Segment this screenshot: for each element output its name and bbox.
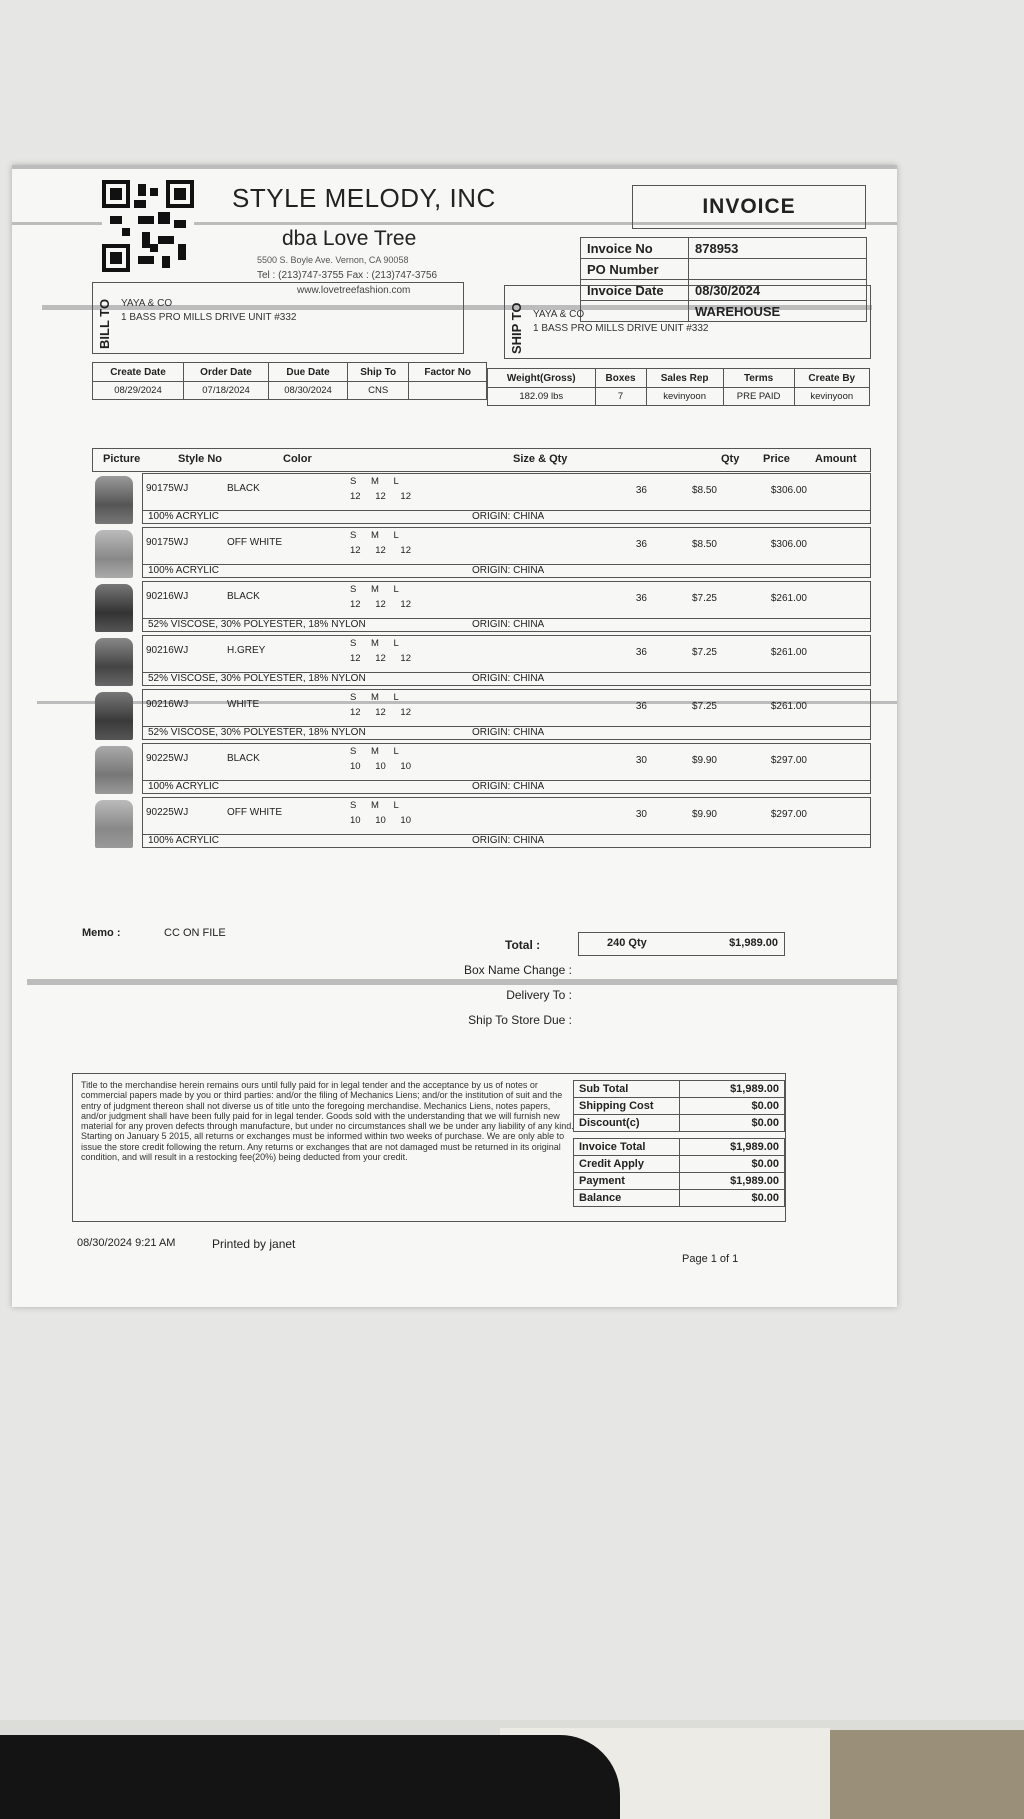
size-qty-header: Size & Qty bbox=[513, 453, 568, 465]
total-amount: $1,989.00 bbox=[729, 937, 778, 949]
item-price: $7.25 bbox=[691, 701, 717, 712]
due-date-header: Due Date bbox=[269, 363, 348, 382]
order-date-header: Order Date bbox=[183, 363, 268, 382]
bill-to-address: 1 BASS PRO MILLS DRIVE UNIT #332 bbox=[121, 312, 297, 323]
item-fabric: 100% ACRYLIC bbox=[148, 511, 219, 522]
create-by-header: Create By bbox=[794, 369, 869, 388]
order-info-left bbox=[92, 362, 487, 400]
item-size-qty: 12 12 12 bbox=[350, 707, 411, 718]
due-date-value: 08/30/2024 bbox=[269, 382, 348, 400]
credit-apply-label: Credit Apply bbox=[574, 1156, 680, 1173]
print-streak bbox=[12, 165, 897, 169]
invoice-date-label: Invoice Date bbox=[581, 280, 689, 301]
invoice-no-label: Invoice No bbox=[581, 238, 689, 259]
item-style: 90175WJ bbox=[146, 537, 189, 548]
item-sizes: S M L bbox=[350, 800, 399, 811]
printed-date: 08/30/2024 9:21 AM bbox=[77, 1237, 176, 1249]
bill-to-box bbox=[92, 282, 464, 354]
item-size-qty: 10 10 10 bbox=[350, 761, 411, 772]
item-origin: ORIGIN: CHINA bbox=[472, 673, 545, 684]
qr-code-icon bbox=[102, 180, 194, 272]
item-size-qty: 12 12 12 bbox=[350, 491, 411, 502]
item-price: $8.50 bbox=[691, 539, 717, 550]
product-thumbnail bbox=[95, 476, 133, 524]
ship-to-header: Ship To bbox=[347, 363, 408, 382]
ship-to-name: YAYA & CO bbox=[533, 309, 585, 320]
item-fabric: 52% VISCOSE, 30% POLYESTER, 18% NYLON bbox=[148, 673, 366, 684]
item-style: 90175WJ bbox=[146, 483, 189, 494]
shipping-value: $0.00 bbox=[680, 1098, 785, 1115]
item-fabric: 100% ACRYLIC bbox=[148, 781, 219, 792]
sales-rep-value: kevinyoon bbox=[646, 388, 723, 406]
balance-label: Balance bbox=[574, 1190, 680, 1207]
create-by-value: kevinyoon bbox=[794, 388, 869, 406]
list-item bbox=[92, 635, 869, 687]
item-qty: 36 bbox=[635, 701, 647, 712]
item-amount: $306.00 bbox=[770, 485, 807, 496]
style-header: Style No bbox=[178, 453, 223, 465]
payment-value: $1,989.00 bbox=[680, 1173, 785, 1190]
item-amount: $297.00 bbox=[770, 755, 807, 766]
invoice-date-value: 08/30/2024 bbox=[689, 280, 867, 301]
page-number: Page 1 of 1 bbox=[682, 1253, 739, 1265]
company-contact: Tel : (213)747-3755 Fax : (213)747-3756 bbox=[257, 270, 438, 281]
summary-table bbox=[573, 1080, 785, 1207]
floor bbox=[830, 1730, 1024, 1819]
weight-header: Weight(Gross) bbox=[488, 369, 596, 388]
list-item bbox=[92, 797, 869, 849]
item-color: OFF WHITE bbox=[227, 537, 282, 548]
item-price: $7.25 bbox=[691, 593, 717, 604]
invoice-total-value: $1,989.00 bbox=[680, 1139, 785, 1156]
terms-text: Title to the merchandise herein remains ours until fully paid for in legal tender and the acceptance by us of notes or commercial papers made by you or third parties: and/or the filing of Mechanics Liens; and/or the institution of suit and the entry of judgment thereon shall not diverse us of title unto the foregoing merchandise. Mechanics Liens, notes papers, and/or judgment shall have been fully paid for in legal tender. Goods sold with the understanding that we will furnish new material for any proven defects through manufacture, but under no circumstances shall we be under any liability of any kind. Starting on January 5 2015, all returns or exchanges must be informed within two weeks of purchase. We are only able to issue the store credit following the return. Any returns or exchanges that are not damaged must be returned in its original condition, and will result in a restocking fee(20%) being deducted from your credit. bbox=[81, 1080, 574, 1163]
item-color: H.GREY bbox=[227, 645, 266, 656]
item-fabric: 100% ACRYLIC bbox=[148, 835, 219, 846]
item-qty: 36 bbox=[635, 539, 647, 550]
item-sizes: S M L bbox=[350, 584, 399, 595]
item-sizes: S M L bbox=[350, 638, 399, 649]
item-style: 90216WJ bbox=[146, 591, 189, 602]
item-origin: ORIGIN: CHINA bbox=[472, 565, 545, 576]
list-item bbox=[92, 527, 869, 579]
ship-to-label: SHIP TO bbox=[509, 302, 524, 354]
invoice-no-value: 878953 bbox=[689, 238, 867, 259]
order-date-value: 07/18/2024 bbox=[183, 382, 268, 400]
qty-header: Qty bbox=[721, 453, 740, 465]
item-amount: $261.00 bbox=[770, 701, 807, 712]
company-address: 5500 S. Boyle Ave. Vernon, CA 90058 bbox=[257, 255, 409, 265]
create-date-value: 08/29/2024 bbox=[93, 382, 184, 400]
item-size-qty: 10 10 10 bbox=[350, 815, 411, 826]
item-style: 90216WJ bbox=[146, 699, 189, 710]
company-dba: dba Love Tree bbox=[282, 227, 417, 250]
invoice-title-box bbox=[632, 185, 866, 229]
invoice-title: INVOICE bbox=[702, 195, 796, 218]
credit-apply-value: $0.00 bbox=[680, 1156, 785, 1173]
item-size-qty: 12 12 12 bbox=[350, 653, 411, 664]
item-color: BLACK bbox=[227, 753, 260, 764]
total-box bbox=[578, 932, 785, 956]
list-item bbox=[92, 473, 869, 525]
item-color: BLACK bbox=[227, 591, 260, 602]
item-origin: ORIGIN: CHINA bbox=[472, 511, 545, 522]
company-website: www.lovetreefashion.com bbox=[297, 285, 411, 296]
item-style: 90216WJ bbox=[146, 645, 189, 656]
item-sizes: S M L bbox=[350, 476, 399, 487]
list-item bbox=[92, 743, 869, 795]
item-amount: $261.00 bbox=[770, 647, 807, 658]
balance-value: $0.00 bbox=[680, 1190, 785, 1207]
terms-box bbox=[72, 1073, 786, 1222]
product-thumbnail bbox=[95, 692, 133, 740]
subtotal-value: $1,989.00 bbox=[680, 1081, 785, 1098]
product-thumbnail bbox=[95, 530, 133, 578]
weight-value: 182.09 lbs bbox=[488, 388, 596, 406]
payment-label: Payment bbox=[574, 1173, 680, 1190]
item-origin: ORIGIN: CHINA bbox=[472, 835, 545, 846]
item-qty: 30 bbox=[635, 755, 647, 766]
subtotal-label: Sub Total bbox=[574, 1081, 680, 1098]
item-qty: 36 bbox=[635, 647, 647, 658]
sales-rep-header: Sales Rep bbox=[646, 369, 723, 388]
item-sizes: S M L bbox=[350, 530, 399, 541]
create-date-header: Create Date bbox=[93, 363, 184, 382]
item-fabric: 52% VISCOSE, 30% POLYESTER, 18% NYLON bbox=[148, 727, 366, 738]
item-size-qty: 12 12 12 bbox=[350, 545, 411, 556]
item-origin: ORIGIN: CHINA bbox=[472, 781, 545, 792]
amount-header: Amount bbox=[815, 453, 857, 465]
item-origin: ORIGIN: CHINA bbox=[472, 727, 545, 738]
shipping-label: Shipping Cost bbox=[574, 1098, 680, 1115]
item-price: $9.90 bbox=[691, 809, 717, 820]
item-fabric: 52% VISCOSE, 30% POLYESTER, 18% NYLON bbox=[148, 619, 366, 630]
printed-by: Printed by janet bbox=[212, 1237, 296, 1251]
box-name-change: Box Name Change : bbox=[463, 963, 572, 977]
ship-to-value: CNS bbox=[347, 382, 408, 400]
po-number-label: PO Number bbox=[581, 259, 689, 280]
terms-header: Terms bbox=[723, 369, 794, 388]
bill-to-name: YAYA & CO bbox=[121, 298, 173, 309]
item-sizes: S M L bbox=[350, 692, 399, 703]
terms-value: PRE PAID bbox=[723, 388, 794, 406]
order-info-right bbox=[487, 368, 870, 406]
discount-label: Discount(c) bbox=[574, 1115, 680, 1132]
boxes-header: Boxes bbox=[595, 369, 646, 388]
item-amount: $261.00 bbox=[770, 593, 807, 604]
product-thumbnail bbox=[95, 638, 133, 686]
item-qty: 30 bbox=[635, 809, 647, 820]
item-color: WHITE bbox=[227, 699, 260, 710]
item-price: $8.50 bbox=[691, 485, 717, 496]
delivery-to: Delivery To : bbox=[506, 988, 572, 1002]
product-thumbnail bbox=[95, 800, 133, 848]
boxes-value: 7 bbox=[595, 388, 646, 406]
item-style: 90225WJ bbox=[146, 807, 189, 818]
ship-to-box bbox=[504, 285, 871, 359]
item-qty: 36 bbox=[635, 485, 647, 496]
item-fabric: 100% ACRYLIC bbox=[148, 565, 219, 576]
ship-to-address: 1 BASS PRO MILLS DRIVE UNIT #332 bbox=[533, 323, 709, 334]
item-price: $7.25 bbox=[691, 647, 717, 658]
items-header bbox=[92, 448, 871, 472]
list-item bbox=[92, 581, 869, 633]
factor-no-header: Factor No bbox=[409, 363, 487, 382]
po-number-value bbox=[689, 259, 867, 280]
item-size-qty: 12 12 12 bbox=[350, 599, 411, 610]
price-header: Price bbox=[763, 453, 790, 465]
item-price: $9.90 bbox=[691, 755, 717, 766]
bill-to-label: BILL TO bbox=[97, 298, 112, 349]
color-header: Color bbox=[283, 453, 312, 465]
item-amount: $306.00 bbox=[770, 539, 807, 550]
list-item bbox=[92, 689, 869, 741]
memo-label: Memo : bbox=[82, 927, 121, 939]
print-streak bbox=[27, 979, 897, 985]
item-color: OFF WHITE bbox=[227, 807, 282, 818]
company-name: STYLE MELODY, INC bbox=[232, 183, 496, 213]
discount-value: $0.00 bbox=[680, 1115, 785, 1132]
item-sizes: S M L bbox=[350, 746, 399, 757]
picture-header: Picture bbox=[103, 453, 141, 465]
invoice-total-label: Invoice Total bbox=[574, 1139, 680, 1156]
item-style: 90225WJ bbox=[146, 753, 189, 764]
ship-to-store-due: Ship To Store Due : bbox=[468, 1013, 572, 1027]
item-origin: ORIGIN: CHINA bbox=[472, 619, 545, 630]
item-color: BLACK bbox=[227, 483, 260, 494]
memo-value: CC ON FILE bbox=[164, 927, 226, 939]
item-amount: $297.00 bbox=[770, 809, 807, 820]
product-thumbnail bbox=[95, 746, 133, 794]
factor-no-value bbox=[409, 382, 487, 400]
invoice-paper bbox=[12, 165, 897, 1307]
dark-object bbox=[0, 1735, 620, 1819]
total-label: Total : bbox=[505, 938, 541, 952]
product-thumbnail bbox=[95, 584, 133, 632]
item-qty: 36 bbox=[635, 593, 647, 604]
total-qty: 240 Qty bbox=[607, 937, 647, 949]
location-value: WAREHOUSE bbox=[689, 301, 867, 322]
